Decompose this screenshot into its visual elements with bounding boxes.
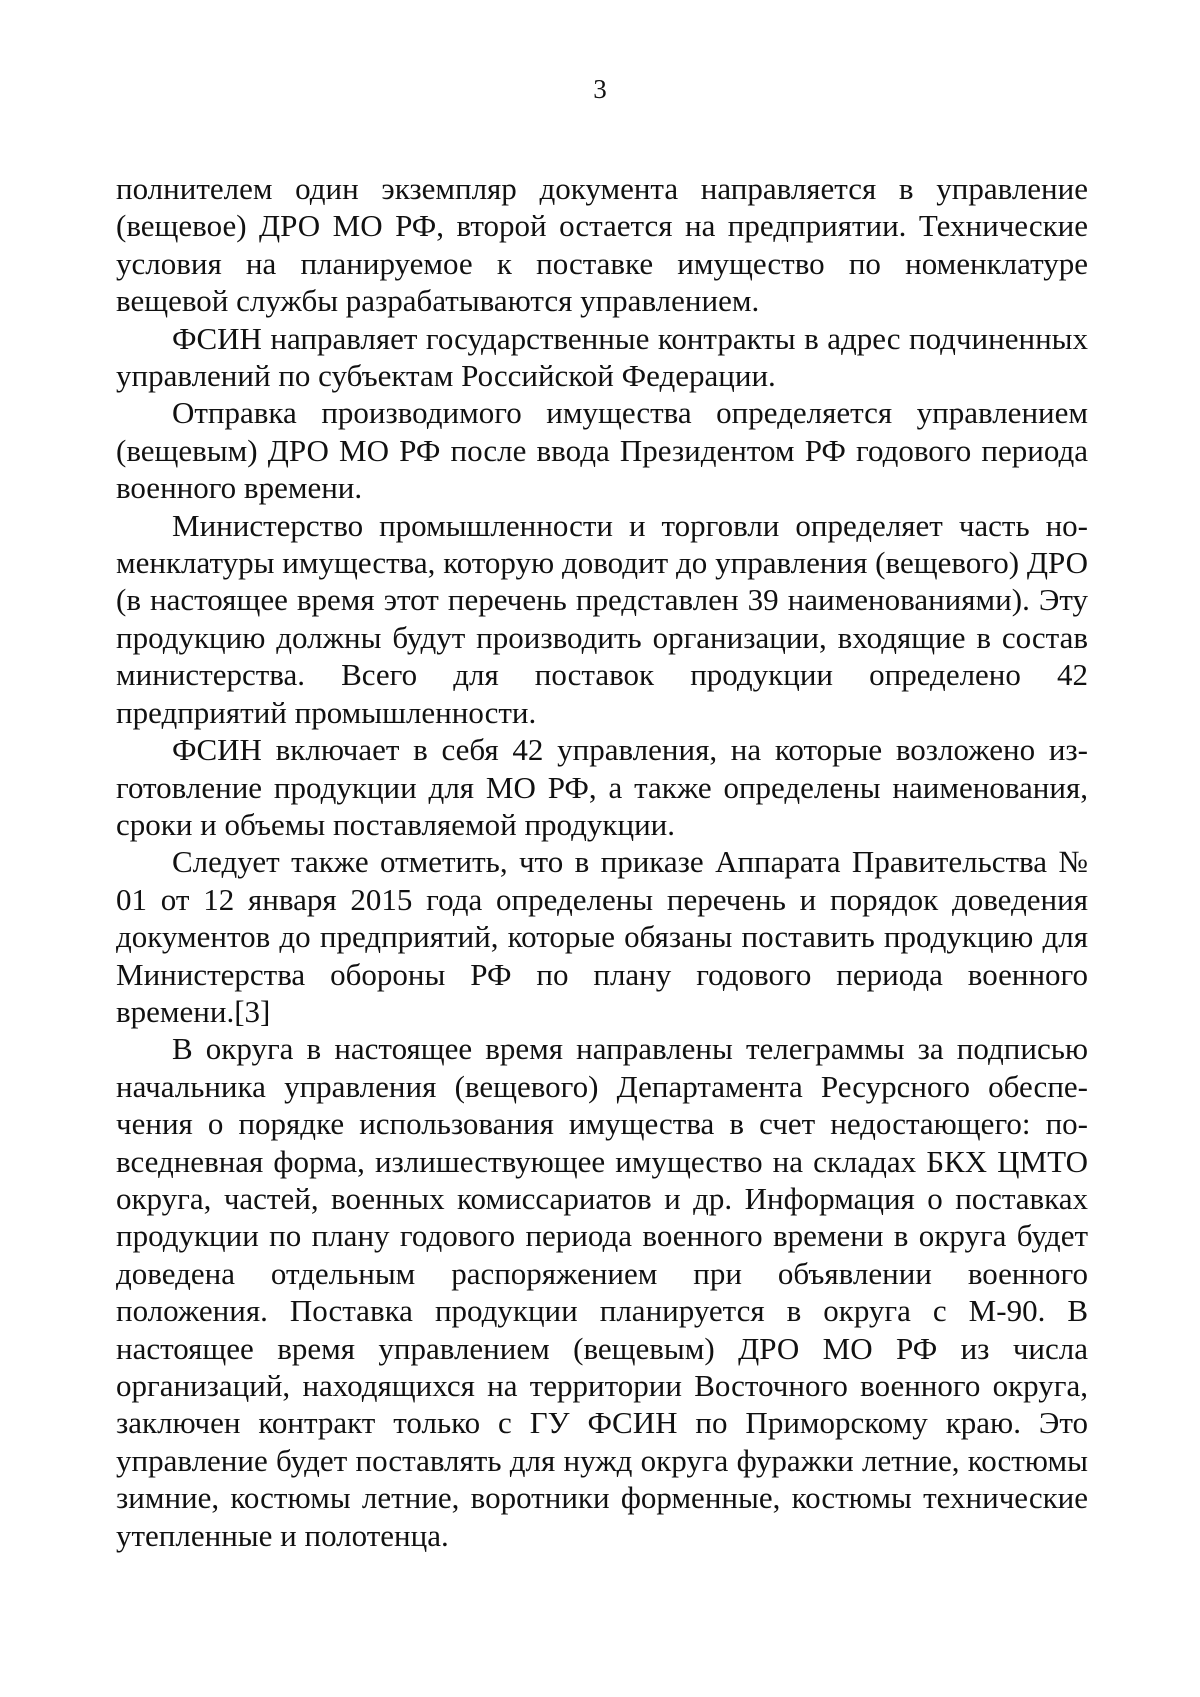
paragraph-continued: полнителем один экземпляр документа направляется в управление (вещевое) ДРО МО РФ, второй остается на предприятии. Технические условия на планируемое к поставке имущество по номенклатуре вещевой службы разрабатываются управлением.	[116, 171, 1088, 319]
paragraph-government-order: Следует также отметить, что в приказе Аппарата Правительства № 01 от 12 января 2015 года определены перечень и порядок доведения документов до предприятий, которые обязаны поставить продукцию для Министерства обороны РФ по плану годового периода военного времени.[3]	[116, 844, 1088, 1029]
paragraph-ministry-industry: Министерство промышленности и торговли определяет часть номенклатуры имущества, которую доводит до управления (вещевого) ДРО (в настоящее время этот перечень представлен 39 наименованиями). Эту продукцию должны будут производить организации, входящие в состав министерства. Всего для поставок продукции определено 42 предприятий промышленности.	[116, 507, 1088, 730]
paragraph-fsin-contracts: ФСИН направляет государственные контракты в адрес подчиненных управлений по субъектам Российской Федерации.	[116, 320, 1088, 394]
document-body	[116, 170, 1088, 1554]
paragraph-districts-telegrams: В округа в настоящее время направлены телеграммы за подписью начальника управления (вещевого) Департамента Ресурсного обеспечения о порядке использования имущества в счет недостающего: повседневная форма, излишествующее имущество на складах БКХ ЦМТО округа, частей, военных комиссариатов и др. Информация о поставках продукции по плану годового периода военного времени в округа будет доведена отдельным распоряжением при объявлении военного положения. Поставка продукции планируется в округа с М-90. В настоящее время управлением (вещевым) ДРО МО РФ из числа организаций, находящихся на территории Восточного военного округа, заключен контракт только с ГУ ФСИН по Приморскому краю. Это управление будет поставлять для нужд округа фуражки летние, костюмы зимние, костюмы летние, воротники форменные, костюмы технические утепленные и полотенца.	[116, 1031, 1088, 1553]
page-number: 3	[593, 74, 607, 104]
paragraph-shipment: Отправка производимого имущества определяется управлением (вещевым) ДРО МО РФ после ввода Президентом РФ годового периода военного времени.	[116, 395, 1088, 506]
paragraph-fsin-departments: ФСИН включает в себя 42 управления, на которые возложено изготовление продукции для МО РФ, а также определены наименования, сроки и объемы поставляемой продукции.	[116, 732, 1088, 842]
